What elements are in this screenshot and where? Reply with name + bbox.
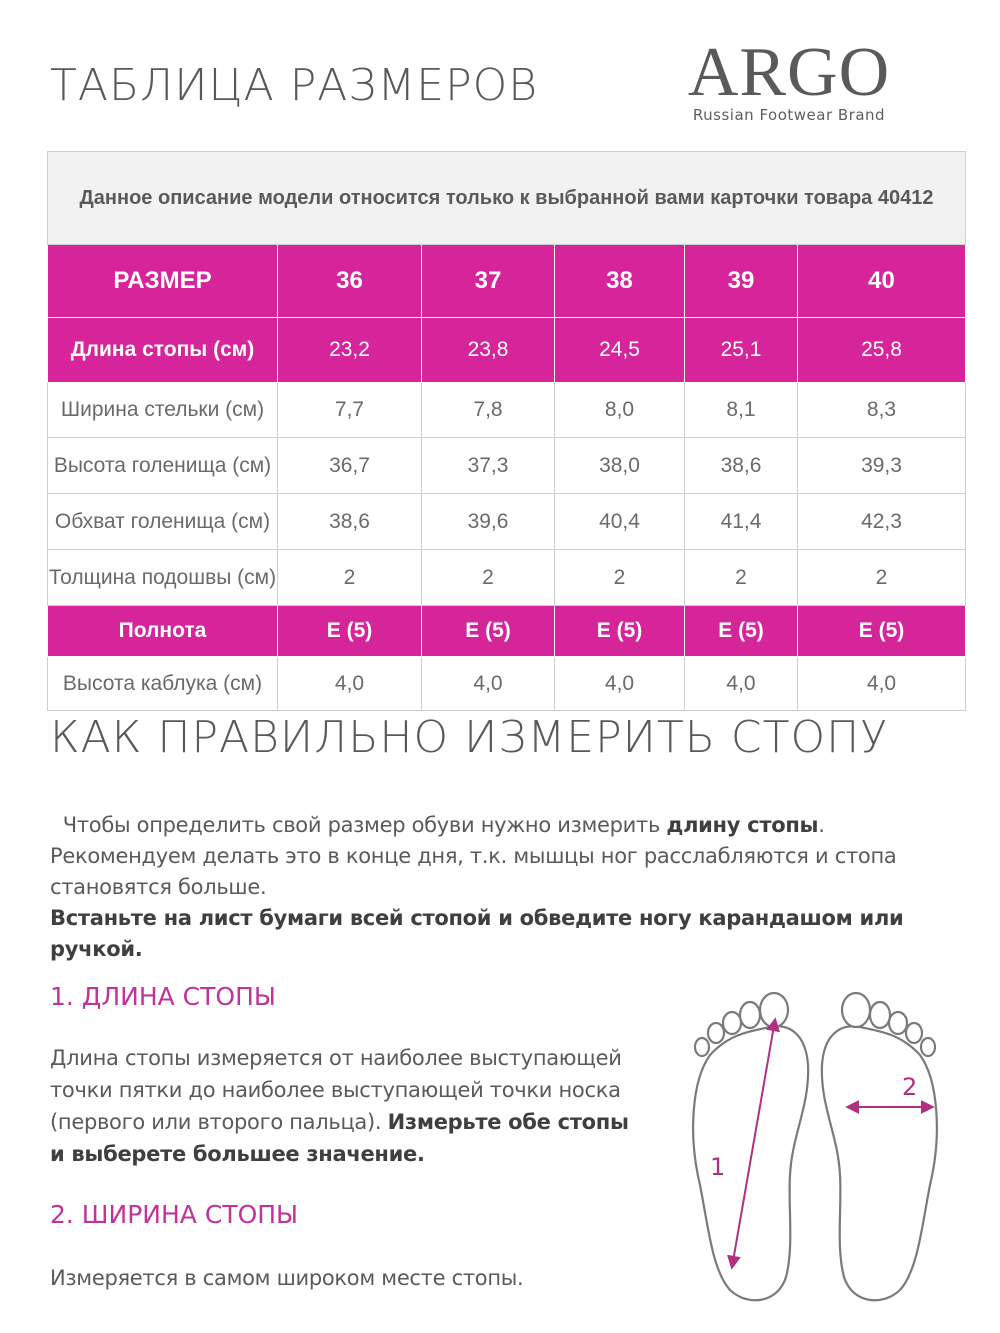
model-note: Данное описание модели относится только к выбранной вами карточки товара 40412	[48, 152, 966, 245]
size-cell: 37	[422, 245, 555, 318]
length-paragraph	[50, 1042, 650, 1170]
row-label: Ширина стельки (см)	[48, 383, 278, 438]
width-paragraph: Измеряется в самом широком месте стопы.	[50, 1266, 524, 1290]
fullness-row	[48, 606, 966, 657]
table-cell: 8,0	[555, 383, 685, 438]
size-cell: 40	[798, 245, 966, 318]
table-cell: 4,0	[555, 657, 685, 711]
foot-length-row	[48, 318, 966, 383]
sole-thickness-row	[48, 550, 966, 606]
table-cell: 38,0	[555, 438, 685, 494]
row-label: Толщина подошвы (см)	[48, 550, 278, 606]
table-cell: 41,4	[685, 494, 798, 550]
intro-text-1: Чтобы определить свой размер обуви нужно измерить	[62, 813, 667, 837]
table-cell: 37,3	[422, 438, 555, 494]
table-note-row	[48, 152, 966, 245]
insole-width-row	[48, 383, 966, 438]
right-foot-outline	[822, 993, 937, 1300]
intro-bold-1: длину стопы	[666, 813, 819, 837]
length-bold: Измерьте обе стопы и выберете большее значение.	[50, 1110, 629, 1166]
table-cell: 39,3	[798, 438, 966, 494]
table-cell: 4,0	[798, 657, 966, 711]
table-cell: E (5)	[555, 606, 685, 657]
size-cell: 36	[278, 245, 422, 318]
logo-tagline: Russian Footwear Brand	[692, 106, 886, 124]
measure-intro	[50, 810, 970, 965]
table-cell: 42,3	[798, 494, 966, 550]
size-cell: 39	[685, 245, 798, 318]
intro-bold-2: Встаньте на лист бумаги всей стопой и обведите ногу карандашом или ручкой.	[50, 906, 904, 961]
logo-wordmark: ARGO	[687, 34, 891, 111]
table-cell: 24,5	[555, 318, 685, 383]
size-header-row	[48, 245, 966, 318]
row-label: Обхват голенища (см)	[48, 494, 278, 550]
table-cell: 39,6	[422, 494, 555, 550]
size-table	[47, 151, 966, 711]
table-cell: 2	[422, 550, 555, 606]
table-cell: 4,0	[278, 657, 422, 711]
table-cell: E (5)	[422, 606, 555, 657]
table-cell: 23,8	[422, 318, 555, 383]
table-cell: 25,8	[798, 318, 966, 383]
size-header-label: РАЗМЕР	[48, 245, 278, 318]
table-cell: 2	[798, 550, 966, 606]
row-label: Высота каблука (см)	[48, 657, 278, 711]
table-cell: 8,1	[685, 383, 798, 438]
table-cell: 7,7	[278, 383, 422, 438]
left-foot-outline	[693, 993, 808, 1300]
table-cell: E (5)	[685, 606, 798, 657]
diagram-label-2: 2	[902, 1073, 918, 1101]
row-label: Высота голенища (см)	[48, 438, 278, 494]
feet-diagram	[670, 985, 960, 1305]
row-label: Длина стопы (см)	[48, 318, 278, 383]
table-cell: 7,8	[422, 383, 555, 438]
table-cell: 40,4	[555, 494, 685, 550]
length-text: Длина стопы измеряется от наиболее выступающей точки пятки до наиболее выступающей точки носка (первого или второго пальца).	[50, 1046, 622, 1134]
length-subtitle: 1. ДЛИНА СТОПЫ	[50, 982, 276, 1011]
intro-text-2: . Рекомендуем делать это в конце дня, т.к. мышцы ног расслабляются и стопа становятся больше.	[50, 813, 897, 899]
table-cell: 8,3	[798, 383, 966, 438]
table-cell: 36,7	[278, 438, 422, 494]
table-cell: 38,6	[685, 438, 798, 494]
table-cell: 4,0	[685, 657, 798, 711]
table-cell: 4,0	[422, 657, 555, 711]
brand-logo	[678, 34, 900, 124]
table-cell: 25,1	[685, 318, 798, 383]
page-title: ТАБЛИЦА РАЗМЕРОВ	[50, 60, 539, 111]
table-cell: 2	[278, 550, 422, 606]
heel-height-row	[48, 657, 966, 711]
size-cell: 38	[555, 245, 685, 318]
row-label: Полнота	[48, 606, 278, 657]
table-cell: 23,2	[278, 318, 422, 383]
shaft-height-row	[48, 438, 966, 494]
table-cell: 2	[685, 550, 798, 606]
diagram-label-1: 1	[710, 1153, 726, 1181]
shaft-girth-row	[48, 494, 966, 550]
table-cell: E (5)	[278, 606, 422, 657]
table-cell: 2	[555, 550, 685, 606]
width-subtitle: 2. ШИРИНА СТОПЫ	[50, 1200, 299, 1229]
measure-section-title: КАК ПРАВИЛЬНО ИЗМЕРИТЬ СТОПУ	[50, 712, 889, 763]
table-cell: E (5)	[798, 606, 966, 657]
table-cell: 38,6	[278, 494, 422, 550]
